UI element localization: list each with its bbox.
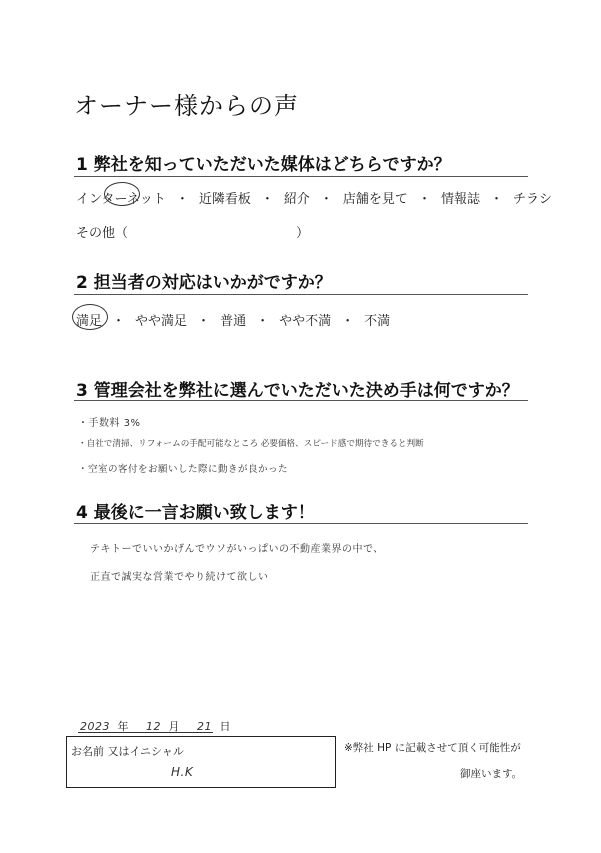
selection-circle: [104, 182, 140, 206]
question-4-heading: 4 最後に一言お願い致します！: [76, 503, 315, 523]
date-day-value[interactable]: 21: [197, 720, 212, 733]
option-referral[interactable]: 紹介: [283, 192, 310, 207]
handwritten-answer-line: ・手数料 3%: [78, 418, 141, 429]
handwritten-answer-line: ・自社で清掃、リフォームの手配可能なところ 必要価格、スピード感で期待できると判断: [78, 439, 424, 449]
divider: [74, 400, 528, 401]
option-somewhat-dissatisfied[interactable]: やや不満: [279, 314, 332, 329]
separator-dot: ・: [256, 314, 270, 329]
date-month-value[interactable]: 12: [146, 720, 161, 733]
separator-dot: ・: [489, 192, 503, 207]
separator-dot: ・: [319, 192, 333, 207]
name-label: お名前 又はイニシャル: [71, 745, 184, 758]
handwritten-answer-line: テキトーでいいかげんでウソがいっぱいの不動産業界の中で、: [90, 544, 384, 555]
option-store[interactable]: 店舗を見て: [342, 192, 408, 207]
separator-dot: ・: [197, 314, 211, 329]
option-flyer[interactable]: チラシ: [512, 192, 552, 207]
question-1-heading: 1 弊社を知っていただいた媒体はどちらですか？: [76, 155, 451, 175]
name-value: H.K: [171, 765, 194, 779]
separator-dot: ・: [112, 314, 126, 329]
date-year-label: 年: [117, 720, 129, 733]
option-signboard[interactable]: 近隣看板: [198, 192, 251, 207]
date-underline: [78, 732, 213, 733]
option-normal[interactable]: 普通: [220, 314, 247, 329]
question-2-heading: 2 担当者の対応はいかがですか？: [76, 273, 332, 293]
divider: [74, 176, 528, 177]
option-internet[interactable]: インターネット: [76, 192, 166, 207]
other-close: ）: [296, 226, 310, 241]
option-somewhat-satisfied[interactable]: やや満足: [135, 314, 188, 329]
name-box[interactable]: [66, 736, 336, 788]
disclaimer-line-1: ※弊社 HP に記載させて頂く可能性が: [344, 742, 521, 754]
separator-dot: ・: [417, 192, 431, 207]
option-magazine[interactable]: 情報誌: [440, 192, 480, 207]
question-1-other: [76, 222, 309, 241]
handwritten-answer-line: ・空室の客付をお願いした際に動きが良かった: [78, 464, 289, 475]
separator-dot: ・: [260, 192, 274, 207]
date-day-label: 日: [219, 720, 231, 733]
disclaimer-line-2: 御座います。: [460, 768, 523, 780]
divider: [74, 523, 528, 524]
question-2-options: [76, 310, 390, 329]
question-3-heading: 3 管理会社を弊社に選んでいただいた決め手は何ですか？: [76, 381, 519, 401]
divider: [74, 294, 528, 295]
page-title: オーナー様からの声: [74, 92, 299, 120]
selection-circle: [72, 304, 108, 330]
date-month-label: 月: [168, 720, 180, 733]
date-year-value[interactable]: 2023: [80, 720, 110, 733]
separator-dot: ・: [175, 192, 189, 207]
handwritten-answer-line: 正直で誠実な営業でやり続けて欲しい: [90, 572, 269, 583]
option-dissatisfied[interactable]: 不満: [364, 314, 391, 329]
separator-dot: ・: [341, 314, 355, 329]
question-1-options: [76, 188, 552, 207]
other-label: その他（: [76, 226, 129, 241]
option-satisfied[interactable]: 満足: [76, 314, 103, 329]
